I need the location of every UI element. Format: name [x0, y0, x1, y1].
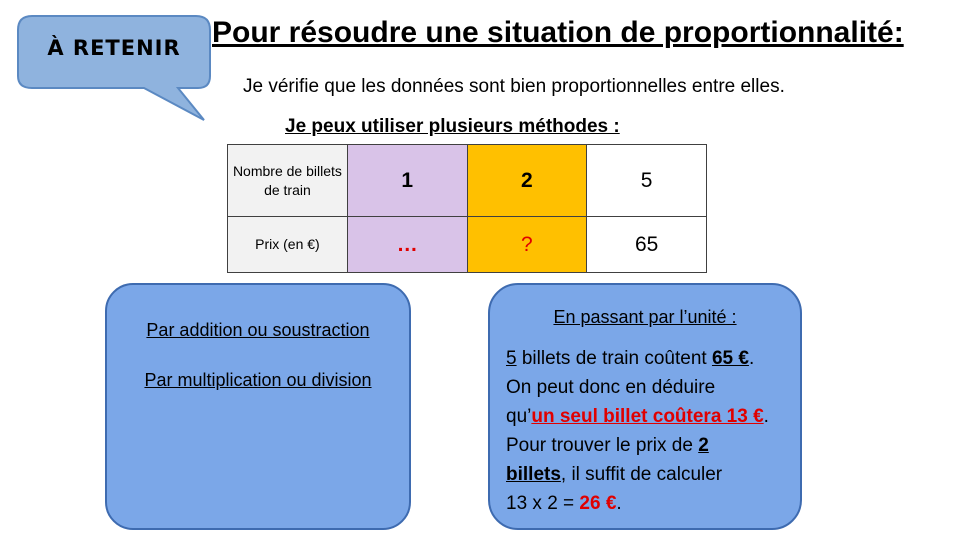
table-cell — [587, 217, 707, 273]
table-cell — [347, 217, 467, 273]
calculation: 13 x 2 = — [506, 493, 580, 514]
page-title: Pour résoudre une situation de proportionnalité: — [212, 16, 904, 49]
row-label-price: Prix (en €) — [228, 217, 348, 273]
method-multiplication: Par multiplication ou division — [144, 370, 372, 390]
text-fragment: , il suffit de calculer — [560, 464, 723, 485]
text-fragment: . — [616, 493, 622, 514]
result-highlight: 26 € — [579, 493, 617, 514]
text-fragment: . — [748, 348, 755, 369]
explanation-line — [506, 489, 806, 518]
methods-heading: Je peux utiliser plusieurs méthodes : — [285, 116, 620, 137]
underlined-word: billets — [506, 464, 561, 485]
retenir-callout — [14, 14, 214, 124]
cell-value: 65 — [634, 232, 659, 256]
price-highlight: 65 € — [711, 348, 749, 369]
table-cell — [467, 217, 587, 273]
proportionality-table — [227, 144, 707, 273]
text-fragment: . — [763, 406, 769, 427]
text-fragment: qu’ — [506, 406, 532, 427]
table-cell — [467, 145, 587, 217]
table-cell — [347, 145, 467, 217]
row-label-tickets: Nombre de billets de train — [228, 145, 348, 217]
cell-value: ? — [521, 232, 533, 256]
text-fragment: Pour trouver le prix de — [506, 435, 699, 456]
page-subtitle: Je vérifie que les données sont bien proportionnelles entre elles. — [243, 76, 785, 97]
explanation-line — [506, 344, 806, 373]
explanation-line — [506, 460, 806, 489]
explanation-line — [506, 402, 806, 431]
cell-value: 2 — [521, 168, 533, 192]
methods-panel — [105, 283, 411, 530]
table-row — [228, 145, 707, 217]
text-fragment: billets de train coûtent — [516, 348, 712, 369]
unit-price-highlight: un seul billet coûtera 13 € — [531, 406, 764, 427]
unit-method-explanation — [506, 344, 806, 518]
cell-value: … — [396, 232, 418, 256]
method-addition: Par addition ou soustraction — [146, 320, 370, 340]
unit-method-heading: En passant par l’unité : — [553, 307, 737, 327]
speech-bubble-shape — [14, 14, 214, 124]
unit-method-panel — [488, 283, 802, 530]
underlined-number: 2 — [698, 435, 709, 456]
explanation-line: On peut donc en déduire — [506, 377, 716, 398]
retenir-label: À RETENIR — [47, 36, 181, 60]
table-row — [228, 217, 707, 273]
cell-value: 5 — [640, 168, 653, 192]
underlined-number: 5 — [506, 348, 517, 369]
explanation-line — [506, 431, 806, 460]
cell-value: 1 — [401, 168, 414, 192]
table-cell — [587, 145, 707, 217]
